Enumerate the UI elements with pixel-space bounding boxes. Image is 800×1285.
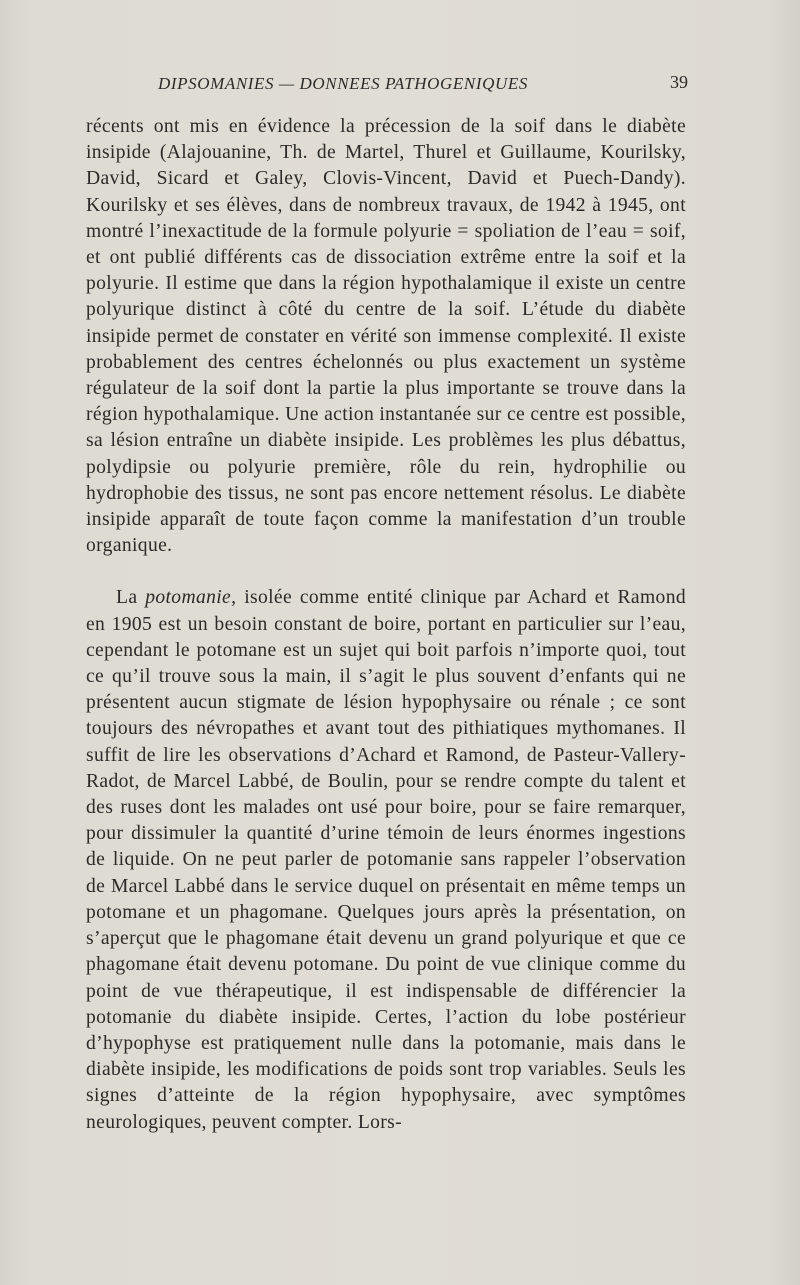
term-potomanie: potomanie, bbox=[145, 587, 237, 609]
paragraph-potomanie bbox=[86, 585, 686, 1135]
paragraph-lead: La bbox=[116, 587, 146, 609]
page-number: 39 bbox=[670, 72, 688, 92]
paragraph-diabete-insipide: récents ont mis en évidence la précession de la soif dans le diabète insipide (Alajouanine, Th. de Martel, Thurel et Guillaume, Kourilsky, David, Sicard et Galey, Clovis-Vincent, David et Puech-Dandy). Kourilsky et ses élèves, dans de nombreux travaux, de 1942 à 1945, ont montré l’inexactitude de la formule polyurie = spoliation de l’eau = soif, et ont publié différents cas de dissociation extrême entre la soif et la polyurie. Il estime que dans la région hypothalamique il existe un centre polyurique distinct à côté du centre de la soif. L’étude du diabète insipide permet de constater en vérité son immense complexité. Il existe probablement des centres échelonnés ou plus exactement un système régulateur de la soif dont la partie la plus importante se trouve dans la région hypothalamique. Une action instantanée sur ce centre est possible, sa lésion entraîne un diabète insipide. Les problèmes les plus débattus, polydipsie ou polyurie première, rôle du rein, hydrophilie ou hydrophobie des tissus, ne sont pas encore nettement résolus. Le diabète insipide apparaît de toute façon comme la manifestation d’un trouble organique. bbox=[86, 116, 686, 557]
body-text bbox=[86, 114, 686, 1136]
paragraph-body: isolée comme entité clinique par Achard et Ramond en 1905 est un besoin constant de boire, portant en particulier sur l’eau, cependant le potomane est un sujet qui boit parfois n’importe quoi, tout ce qu’il trouve sous la main, il s’agit le plus souvent d’enfants qui ne présentent aucun stigmate de lésion hypophysaire ou rénale ; ce sont toujours des névropathes et avant tout des pithiatiques mythomanes. Il suffit de lire les observations d’Achard et Ramond, de Pasteur-Vallery-Radot, de Marcel Labbé, de Boulin, pour se rendre compte du talent et des ruses dont les malades ont usé pour boire, pour se faire remarquer, pour dissimuler la quantité d’urine témoin de leurs énormes ingestions de liquide. On ne peut parler de potomanie sans rappeler l’observation de Marcel Labbé dans le service duquel on présentait en même temps un potomane et un phagomane. Quelques jours après la présentation, on s’aperçut que le phagomane était devenu un grand polyurique et que ce phagomane était devenu potomane. Du point de vue clinique comme du point de vue thérapeutique, il est indispensable de différencier la potomanie du diabète insipide. Certes, l’action du lobe postérieur d’hypophyse est pratiquement nulle dans la potomanie, mais dans le diabète insipide, les modifications de poids sont trop variables. Seuls les signes d’atteinte de la région hypophysaire, avec symptômes neurologiques, peuvent compter. Lors- bbox=[86, 587, 686, 1133]
running-title: DIPSOMANIES — DONNEES PATHOGENIQUES bbox=[158, 74, 528, 93]
page-header bbox=[158, 70, 688, 100]
